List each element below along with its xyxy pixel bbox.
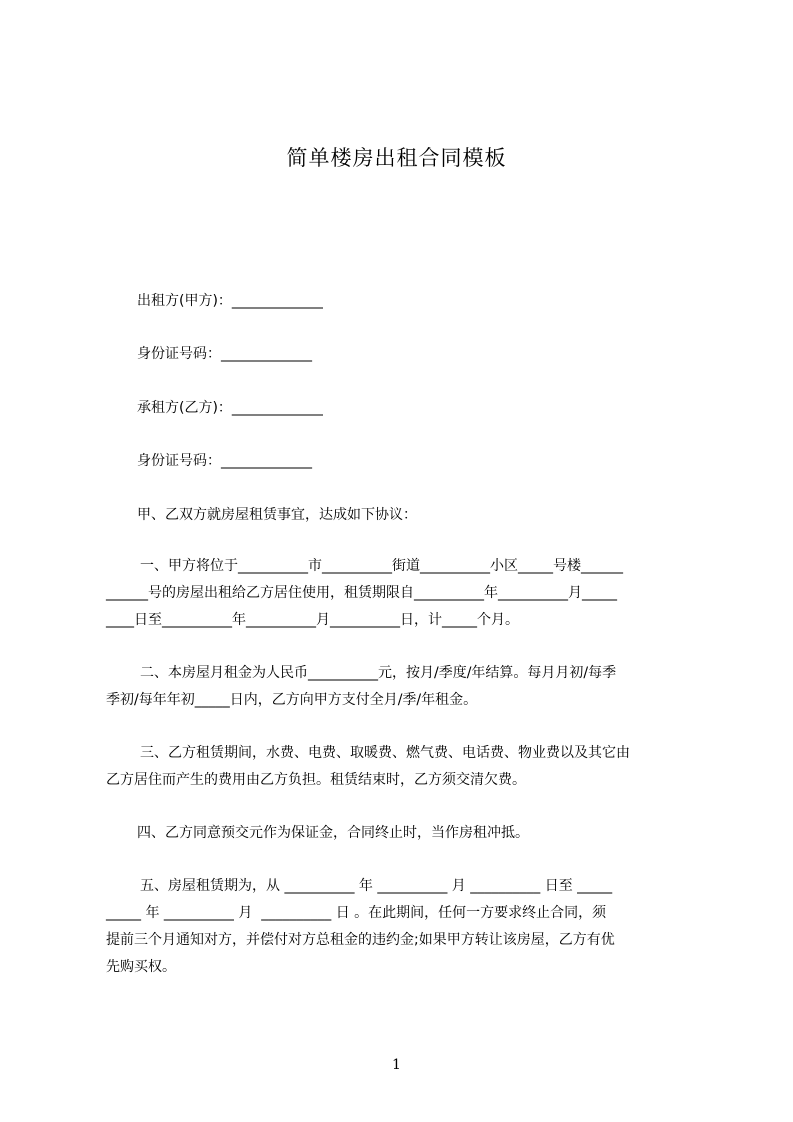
clause-5-line-2: _____ 年 __________ 月 __________ 日 。在此期间，任何一方要求终止合同，须 (106, 905, 607, 921)
lessee-line: 承租方(乙方)：_____________ (137, 400, 323, 416)
clause-1-line-2: ______号的房屋出租给乙方居住使用，租赁期限自__________年__________月_____ (106, 585, 617, 601)
clause-3-line-2: 乙方居住而产生的费用由乙方负担。租赁结束时，乙方须交清欠费。 (106, 772, 526, 788)
clause-5-line-3: 提前三个月通知对方，并偿付对方总租金的违约金;如果甲方转让该房屋，乙方有优 (106, 932, 615, 948)
lessor-id-line: 身份证号码：_____________ (137, 346, 312, 362)
lessee-id-line: 身份证号码：_____________ (137, 453, 312, 469)
clause-1-line-3: ____日至__________年__________月__________日，计_____个月。 (106, 612, 519, 628)
clause-5-line-4: 先购买权。 (106, 959, 176, 975)
page-number: 1 (392, 1057, 401, 1073)
clause-3-line-1: 三、乙方租赁期间，水费、电费、取暖费、燃气费、电话费、物业费以及其它由 (140, 745, 630, 761)
clause-2-line-2: 季初/每年年初_____日内，乙方向甲方支付全月/季/年租金。 (106, 692, 478, 708)
clause-2-line-1: 二、本房屋月租金为人民币__________元，按月/季度/年结算。每月月初/每季 (140, 665, 617, 681)
clause-5-line-1: 五、房屋租赁期为，从 __________ 年 __________ 月 __________ 日至 _____ (140, 878, 613, 894)
document-title: 简单楼房出租合同模板 (286, 146, 507, 170)
clause-1-line-1: 一、甲方将位于__________市__________街道__________小区_____号楼______ (140, 558, 623, 574)
intro-text: 甲、乙双方就房屋租赁事宜，达成如下协议： (137, 507, 417, 523)
lessor-line: 出租方(甲方)：_____________ (137, 293, 323, 309)
clause-4-line-1: 四、乙方同意预交元作为保证金，合同终止时，当作房租冲抵。 (137, 825, 529, 841)
